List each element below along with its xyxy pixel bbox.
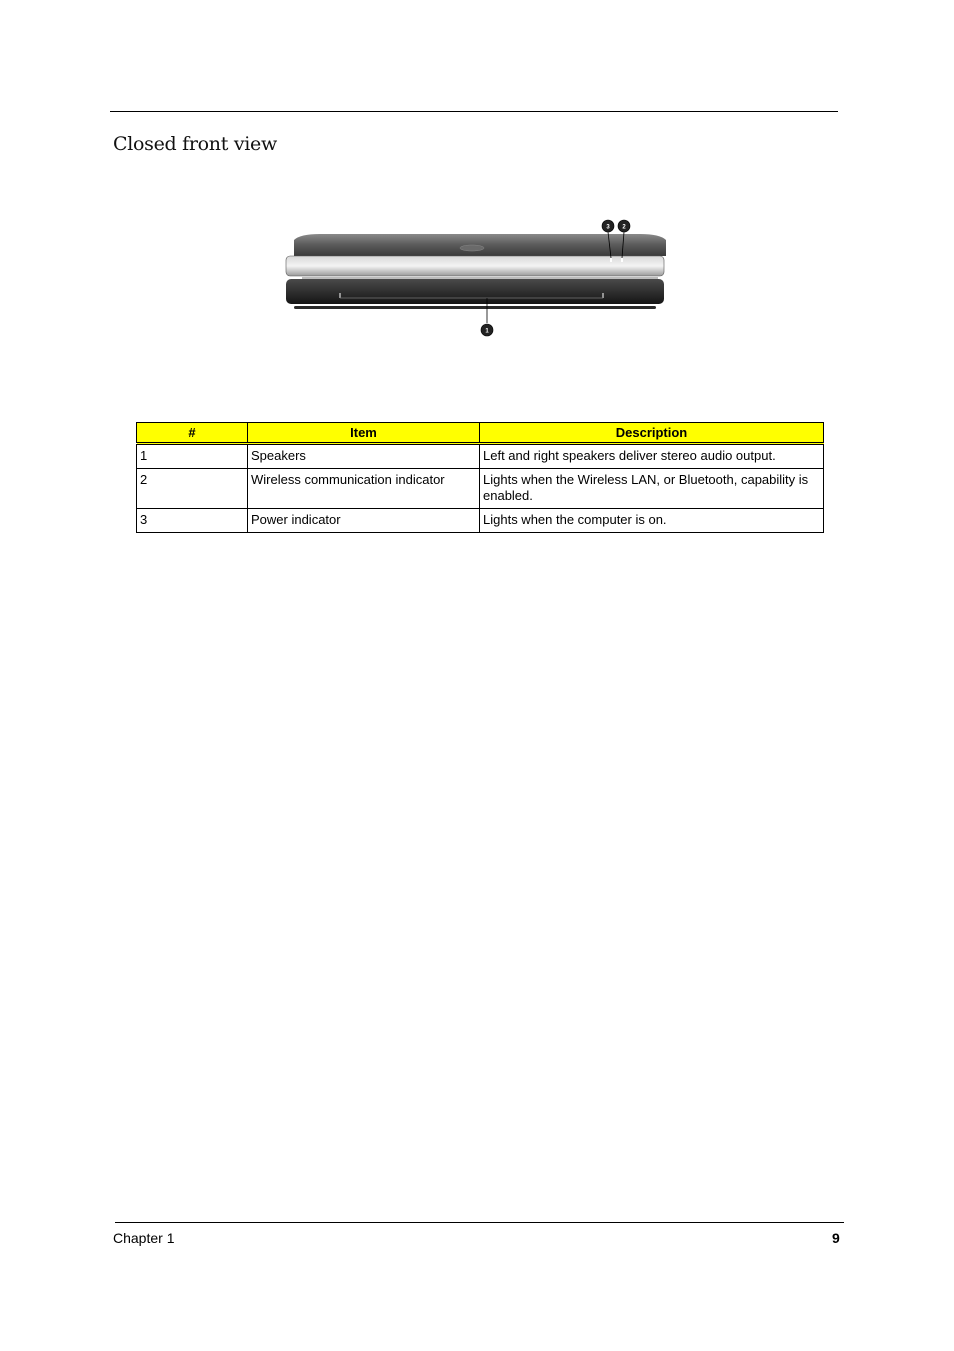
callout-1	[481, 324, 493, 336]
table-header-row	[137, 423, 824, 444]
svg-text:3: 3	[606, 224, 610, 231]
header-description: Description	[480, 423, 824, 444]
row-item: Wireless communication indicator	[248, 469, 480, 509]
row-number: 2	[137, 469, 248, 509]
wireless-indicator-light	[621, 258, 623, 262]
laptop-hinge-band	[286, 256, 664, 276]
header-rule	[110, 111, 838, 112]
table-row	[137, 444, 824, 469]
svg-text:1: 1	[485, 328, 489, 335]
header-item: Item	[248, 423, 480, 444]
footer-page-number: 9	[832, 1230, 840, 1246]
laptop-front-view-figure	[280, 210, 680, 345]
component-table	[136, 422, 824, 533]
table-row	[137, 509, 824, 533]
callout-2	[618, 220, 630, 232]
row-number: 3	[137, 509, 248, 533]
row-item: Speakers	[248, 444, 480, 469]
svg-text:2: 2	[622, 224, 626, 231]
row-number: 1	[137, 444, 248, 469]
header-number: #	[137, 423, 248, 444]
footer-rule	[115, 1222, 844, 1223]
row-description: Lights when the computer is on.	[480, 509, 824, 533]
lid-logo	[460, 245, 484, 251]
table-row	[137, 469, 824, 509]
callout-3	[602, 220, 614, 232]
section-title: Closed front view	[113, 133, 277, 155]
row-description: Lights when the Wireless LAN, or Bluetooth, capability is enabled.	[480, 469, 824, 509]
row-description: Left and right speakers deliver stereo audio output.	[480, 444, 824, 469]
laptop-base	[286, 279, 664, 304]
row-item: Power indicator	[248, 509, 480, 533]
footer-chapter: Chapter 1	[113, 1230, 175, 1246]
power-indicator-light	[610, 258, 612, 262]
